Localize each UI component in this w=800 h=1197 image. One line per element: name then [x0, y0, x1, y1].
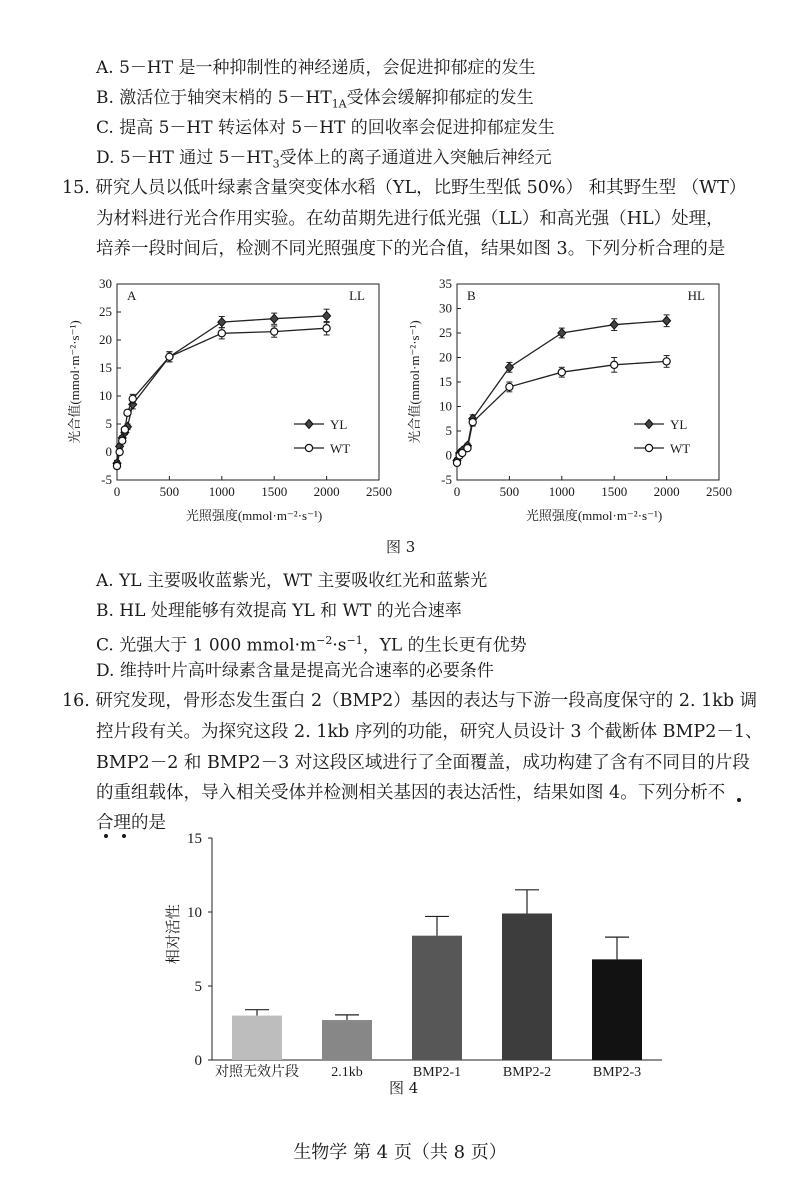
y-tick-label: 35 [439, 276, 452, 291]
q15-option-b: B. HL 处理能够有效提高 YL 和 WT 的光合速率 [96, 601, 462, 621]
y-tick-label: 15 [187, 831, 202, 847]
figure4-caption: 图 4 [389, 1079, 419, 1097]
legend-marker-yl [645, 420, 653, 429]
y-axis-label: 光合值(mmol·m⁻²·s⁻¹) [67, 320, 82, 444]
data-point-wt [464, 445, 471, 452]
category-label: 2.1kb [331, 1065, 363, 1080]
q16-stem-line1: 16. 研究发现，骨形态发生蛋白 2（BMP2）基因的表达与下游一段高度保守的 2. 1kb 调 [62, 691, 758, 711]
q14-option-b-text: B. 激活位于轴突末梢的 5－HT [96, 88, 332, 108]
y-tick-label: 30 [99, 276, 112, 291]
y-tick-label: 10 [187, 905, 202, 921]
data-point-wt [558, 369, 565, 376]
legend-label-wt: WT [330, 441, 351, 456]
y-tick-label: 15 [439, 374, 452, 389]
data-point-wt [663, 358, 670, 365]
y-tick-label: 0 [105, 444, 112, 459]
legend-label-yl: YL [670, 417, 688, 432]
figure4-bar-chart [150, 826, 670, 1088]
data-point-wt [271, 328, 278, 335]
x-tick-label: 1500 [601, 484, 628, 499]
emphasis-dot [122, 834, 126, 838]
data-point-yl [663, 316, 671, 325]
data-point-wt [121, 426, 128, 433]
data-point-wt [506, 383, 513, 390]
q15-option-a: A. YL 主要吸收蓝紫光，WT 主要吸收红光和蓝紫光 [96, 571, 488, 591]
bar-2 [412, 936, 462, 1060]
bar-4 [592, 959, 642, 1060]
data-point-yl [323, 311, 331, 320]
y-tick-label: -5 [441, 472, 452, 487]
data-point-yl [270, 314, 278, 323]
q14-option-d-tail: 受体上的离子通道进入突触后神经元 [279, 148, 552, 168]
y-axis-label: 相对活性 [166, 904, 182, 965]
q14-option-d-text: D. 5－HT 通过 5－HT [96, 148, 273, 168]
q15-option-c-text: C. 光强大于 1 000 mmol·m [96, 635, 317, 656]
y-tick-label: 20 [99, 332, 112, 347]
page-footer: 生物学 第 4 页（共 8 页） [293, 1142, 507, 1163]
y-tick-label: 0 [445, 447, 452, 463]
x-tick-label: 0 [453, 484, 461, 499]
y-tick-label: 5 [105, 416, 112, 431]
data-point-wt [166, 353, 173, 360]
q14-option-b [96, 87, 534, 115]
condition-label: LL [349, 288, 365, 303]
x-tick-label: 2000 [653, 484, 680, 499]
figure3-panel-a-chart [62, 272, 392, 534]
y-tick-label: -5 [101, 472, 112, 487]
data-point-wt [129, 395, 136, 402]
q15-option-c-sup1: −2 [316, 634, 333, 647]
bar-0 [232, 1016, 282, 1060]
legend-marker-wt [645, 444, 652, 451]
x-tick-label: 2500 [366, 484, 392, 499]
data-point-wt [611, 361, 618, 368]
figure3-panel-b-chart [402, 272, 732, 534]
y-tick-label: 25 [439, 325, 452, 340]
legend-label-yl: YL [330, 417, 348, 432]
legend-label-wt: WT [670, 441, 691, 456]
condition-label: HL [687, 288, 705, 303]
data-point-wt [469, 419, 476, 426]
x-tick-label: 2500 [706, 484, 732, 499]
q14-option-d [96, 147, 552, 175]
q15-stem-line2: 为材料进行光合作用实验。在幼苗期先进行低光强（LL）和高光强（HL）处理， [96, 209, 724, 229]
q16-stem-line5: 合理的是 [96, 813, 166, 833]
data-point-wt [453, 459, 460, 466]
bar-1 [322, 1020, 372, 1060]
q15-stem-line1: 15. 研究人员以低叶绿素含量突变体水稻（YL，比野生型低 50%） 和其野生型 （WT） [62, 178, 747, 198]
q14-option-b-tail: 受体会缓解抑郁症的发生 [346, 88, 534, 108]
panel-label: B [467, 288, 476, 303]
y-tick-label: 5 [194, 979, 202, 995]
category-label: BMP2-1 [412, 1065, 462, 1080]
y-tick-label: 5 [445, 423, 452, 438]
category-label: 对照无效片段 [215, 1065, 299, 1080]
x-tick-label: 1500 [261, 484, 288, 499]
legend-marker-yl [305, 420, 313, 429]
q14-option-d-sub: 3 [272, 157, 280, 171]
q15-option-c [96, 630, 527, 657]
y-tick-label: 0 [194, 1053, 202, 1069]
y-tick-label: 30 [439, 300, 452, 316]
y-tick-label: 10 [439, 398, 452, 414]
category-label: BMP2-3 [592, 1065, 642, 1080]
series-line-yl [457, 321, 667, 461]
x-tick-label: 2000 [313, 484, 340, 499]
data-point-wt [119, 437, 126, 444]
x-tick-label: 1000 [548, 484, 575, 499]
y-axis-label: 光合值(mmol·m⁻²·s⁻¹) [407, 320, 422, 444]
q15-option-d: D. 维持叶片高叶绿素含量是提高光合速率的必要条件 [96, 661, 494, 681]
x-axis-label: 光照强度(mmol·m⁻²·s⁻¹) [185, 508, 323, 523]
q16-stem-line3: BMP2－2 和 BMP2－3 对这段区域进行了全面覆盖，成功构建了含有不同目的片段 [96, 753, 750, 773]
x-tick-label: 500 [499, 484, 520, 499]
q15-option-c-sup2: −1 [346, 634, 363, 647]
x-tick-label: 0 [113, 484, 121, 499]
emphasis-dot [737, 798, 741, 802]
x-axis-label: 光照强度(mmol·m⁻²·s⁻¹) [525, 508, 663, 523]
x-tick-label: 500 [159, 484, 180, 499]
y-tick-label: 25 [99, 304, 112, 319]
data-point-wt [218, 330, 225, 337]
q16-stem-line4: 的重组载体，导入相关受体并检测相关基因的表达活性，结果如图 4。下列分析不 [96, 783, 726, 803]
y-tick-label: 20 [439, 349, 452, 365]
q16-stem-line2: 控片段有关。为探究这段 2. 1kb 序列的功能，研究人员设计 3 个截断体 BMP2－1、 [96, 722, 763, 742]
bar-3 [502, 913, 552, 1060]
legend-marker-wt [305, 444, 312, 451]
data-point-yl [558, 329, 566, 338]
x-tick-label: 1000 [208, 484, 235, 499]
q15-option-c-tail: ，YL 的生长更有优势 [362, 635, 527, 656]
y-tick-label: 10 [99, 388, 112, 403]
data-point-wt [323, 325, 330, 332]
q14-option-b-sub: 1A [331, 97, 347, 111]
q14-option-c: C. 提高 5－HT 转运体对 5－HT 的回收率会促进抑郁症发生 [96, 118, 555, 138]
q15-stem-line3: 培养一段时间后，检测不同光照强度下的光合值，结果如图 3。下列分析合理的是 [96, 239, 726, 259]
data-point-yl [218, 318, 226, 327]
figure3-caption: 图 3 [386, 538, 416, 556]
data-point-yl [610, 320, 618, 329]
series-line-wt [117, 328, 327, 466]
data-point-wt [124, 409, 131, 416]
q14-option-a: A. 5－HT 是一种抑制性的神经递质，会促进抑郁症的发生 [96, 58, 536, 78]
y-tick-label: 15 [99, 360, 112, 375]
data-point-wt [113, 462, 120, 469]
q15-option-c-mid: ·s [332, 635, 347, 656]
data-point-wt [116, 448, 123, 455]
panel-label: A [127, 288, 137, 303]
category-label: BMP2-2 [502, 1065, 552, 1080]
emphasis-dot [104, 834, 108, 838]
